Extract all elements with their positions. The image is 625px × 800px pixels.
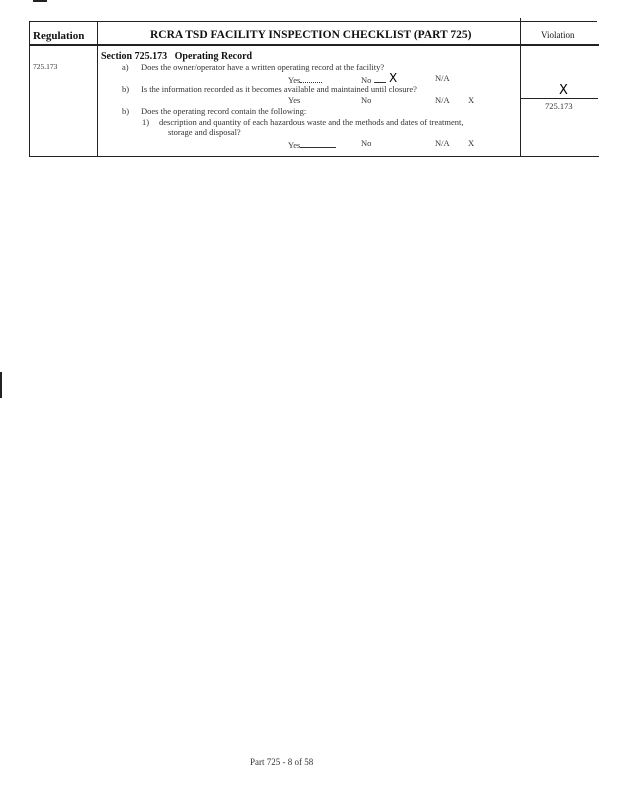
regulation-column-header: Regulation <box>33 30 85 42</box>
scan-mark-top-left <box>33 0 47 2</box>
table-bottom-border <box>29 156 599 157</box>
question-c-yes-option[interactable]: Yes <box>288 139 336 150</box>
question-c-sub-text-line1: description and quantity of each hazardous waste and the methods and dates of treatment, <box>159 117 464 127</box>
header-bottom-border <box>29 44 599 46</box>
question-c-letter: b) <box>122 106 130 116</box>
question-b-yes-option[interactable]: Yes <box>288 95 301 105</box>
question-b-na-option[interactable]: N/A <box>435 95 450 105</box>
question-c-x-mark: X <box>468 138 475 148</box>
question-c-text: Does the operating record contain the following: <box>141 106 307 116</box>
question-c-sub-text-line2: storage and disposal? <box>168 127 241 137</box>
question-a-x-mark: X <box>389 71 398 85</box>
question-c-na-option[interactable]: N/A <box>435 138 450 148</box>
question-b-text: Is the information recorded as it becomes available and maintained until closure? <box>141 84 417 94</box>
question-b-x-mark: X <box>468 95 475 105</box>
left-border <box>29 21 30 157</box>
question-a-na-option[interactable]: N/A <box>435 73 450 83</box>
checklist-title: RCRA TSD FACILITY INSPECTION CHECKLIST (PART 725) <box>150 29 472 41</box>
violation-ref: 725.173 <box>545 101 573 111</box>
violation-x-mark: X <box>559 83 568 98</box>
question-c-no-option[interactable]: No <box>361 138 372 148</box>
question-a-no-option[interactable]: No <box>361 74 386 85</box>
violation-column-divider <box>520 18 521 157</box>
scan-mark-left-edge <box>0 372 2 398</box>
violation-column-header: Violation <box>541 30 575 40</box>
table-top-border <box>29 21 597 22</box>
question-c-sub-number: 1) <box>142 117 150 127</box>
question-a-text: Does the owner/operator have a written operating record at the facility? <box>141 62 385 72</box>
question-a-yes-option[interactable]: Yes <box>288 74 322 85</box>
question-b-letter: b) <box>122 84 130 94</box>
question-b-no-option[interactable]: No <box>361 95 372 105</box>
regulation-ref: 725.173 <box>33 62 58 71</box>
violation-cell-divider <box>520 98 598 99</box>
page-number: Part 725 - 8 of 58 <box>250 757 314 767</box>
regulation-column-divider <box>97 21 98 157</box>
question-a-letter: a) <box>122 62 129 72</box>
section-title: Section 725.173 Operating Record <box>101 51 253 62</box>
